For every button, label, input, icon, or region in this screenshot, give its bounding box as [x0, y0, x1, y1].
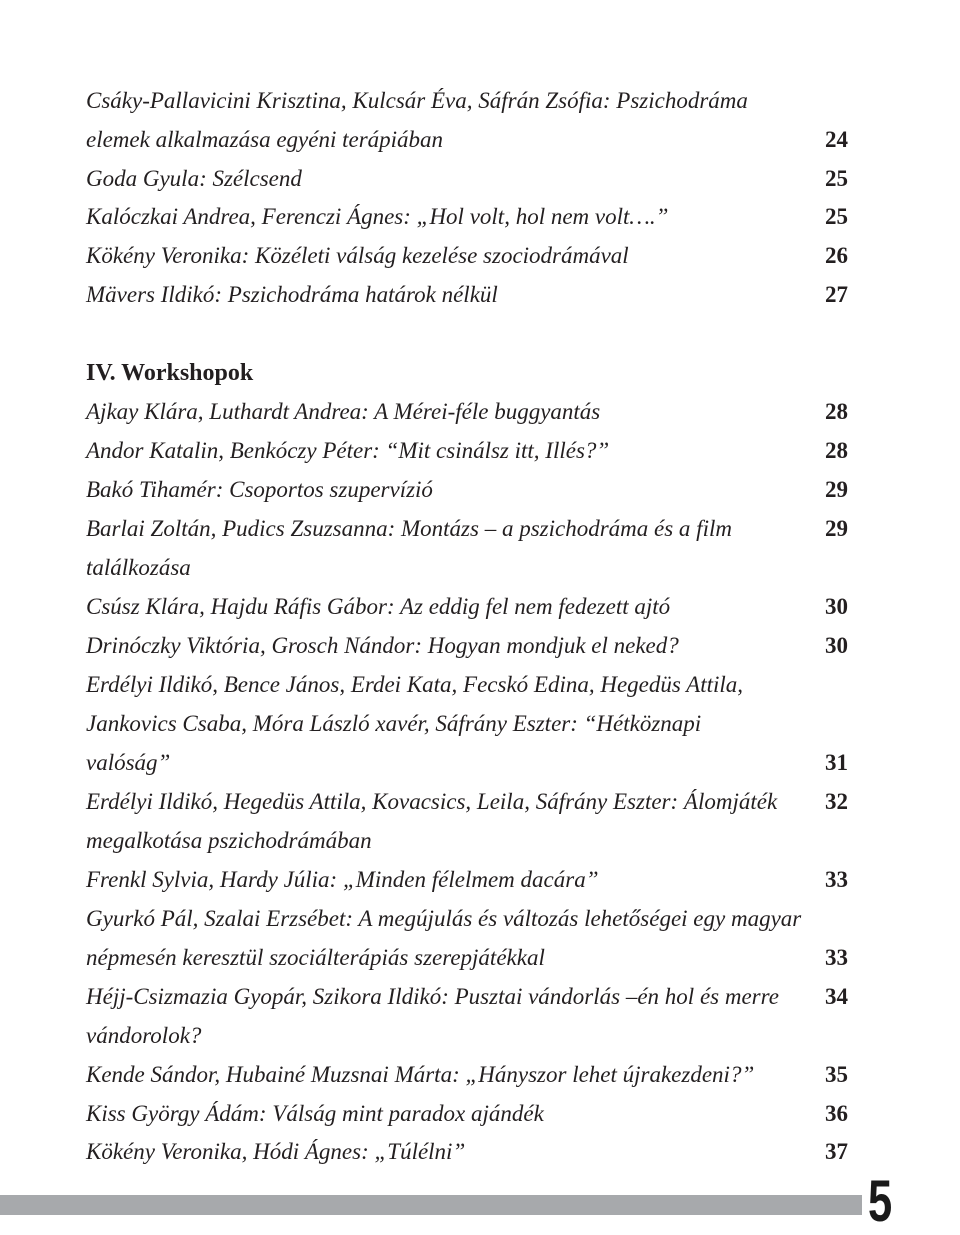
toc-entry-page: 29 [825, 477, 848, 502]
toc-entry-title: találkozása [86, 555, 191, 580]
toc-entry-page: 35 [825, 1062, 848, 1087]
toc-entry-page: 33 [825, 945, 848, 970]
toc-entry-page: 37 [825, 1139, 848, 1164]
toc-entry-title: Erdélyi Ildikó, Hegedüs Attila, Kovacsics, Leila, Sáfrány Eszter: Álomjáték [86, 789, 778, 814]
toc-entry-title: Drinóczky Viktória, Grosch Nándor: Hogyan mondjuk el neked? [86, 633, 679, 658]
toc-entry-page: 36 [825, 1101, 848, 1126]
toc-entry-title: Ajkay Klára, Luthardt Andrea: A Mérei-féle buggyantás [86, 399, 601, 424]
toc-entry-page: 33 [825, 867, 848, 892]
toc-entry-title: elemek alkalmazása egyéni terápiában [86, 127, 444, 152]
toc-entry-title: vándorolok? [86, 1023, 202, 1048]
toc-entry-title: Barlai Zoltán, Pudics Zsuzsanna: Montázs – a pszichodráma és a film [86, 516, 732, 541]
toc-entry-title: Frenkl Sylvia, Hardy Júlia: „Minden félelmem dacára” [86, 867, 599, 892]
toc-entry-title: megalkotása pszichodrámában [86, 828, 372, 853]
toc-entry-page: 32 [825, 789, 848, 814]
toc-entry-page: 25 [825, 166, 848, 191]
toc-entry-page: 28 [825, 438, 848, 463]
toc-entry-page: 31 [825, 750, 848, 775]
toc-entry-page: 34 [825, 984, 848, 1009]
toc-entry-title: Goda Gyula: Szélcsend [86, 166, 302, 191]
toc-entry-page: 24 [825, 127, 848, 152]
toc-entry-title: Bakó Tihamér: Csoportos szupervízió [86, 477, 433, 502]
toc-entry-page: 28 [825, 399, 848, 424]
toc-entry-title: Kökény Veronika: Közéleti válság kezelése szociodrámával [86, 243, 629, 268]
toc-entry-title: Jankovics Csaba, Móra László xavér, Sáfrány Eszter: “Hétköznapi [86, 711, 702, 736]
section-heading: IV. Workshopok [86, 360, 254, 386]
page-number: 5 [868, 1169, 893, 1234]
toc-entry-title: Héjj-Csizmazia Gyopár, Szikora Ildikó: Pusztai vándorlás –én hol és merre [86, 984, 779, 1009]
toc-entry-title: Kökény Veronika, Hódi Ágnes: „Túlélni” [86, 1139, 466, 1164]
footer-bar [0, 1195, 862, 1215]
toc-entry-title: Kalóczkai Andrea, Ferenczi Ágnes: „Hol volt, hol nem volt….” [86, 204, 669, 229]
toc-entry-page: 30 [825, 594, 848, 619]
toc-entry-title: népmesén keresztül szociálterápiás szerepjátékkal [86, 945, 545, 970]
toc-entry-title: Gyurkó Pál, Szalai Erzsébet: A megújulás és változás lehetőségei egy magyar [86, 906, 802, 931]
toc-entry-title: Kende Sándor, Hubainé Muzsnai Márta: „Hányszor lehet újrakezdeni?” [86, 1062, 755, 1087]
toc-entry-title: valóság” [86, 750, 171, 775]
toc-entry-title: Erdélyi Ildikó, Bence János, Erdei Kata, Fecskó Edina, Hegedüs Attila, [86, 672, 744, 697]
toc-entry-page: 27 [825, 282, 848, 307]
toc-entry-page: 29 [825, 516, 848, 541]
toc-entry-title: Mävers Ildikó: Pszichodráma határok nélkül [86, 282, 498, 307]
toc-entry-title: Kiss György Ádám: Válság mint paradox ajándék [86, 1101, 544, 1126]
toc-entry-page: 25 [825, 204, 848, 229]
toc-entry-page: 26 [825, 243, 848, 268]
toc-entry-title: Andor Katalin, Benkóczy Péter: “Mit csinálsz itt, Illés?” [86, 438, 610, 463]
toc-entry-title: Csáky-Pallavicini Krisztina, Kulcsár Éva, Sáfrán Zsófia: Pszichodráma [86, 88, 748, 113]
toc-entry-page: 30 [825, 633, 848, 658]
toc-entry-title: Csúsz Klára, Hajdu Ráfis Gábor: Az eddig fel nem fedezett ajtó [86, 594, 671, 619]
